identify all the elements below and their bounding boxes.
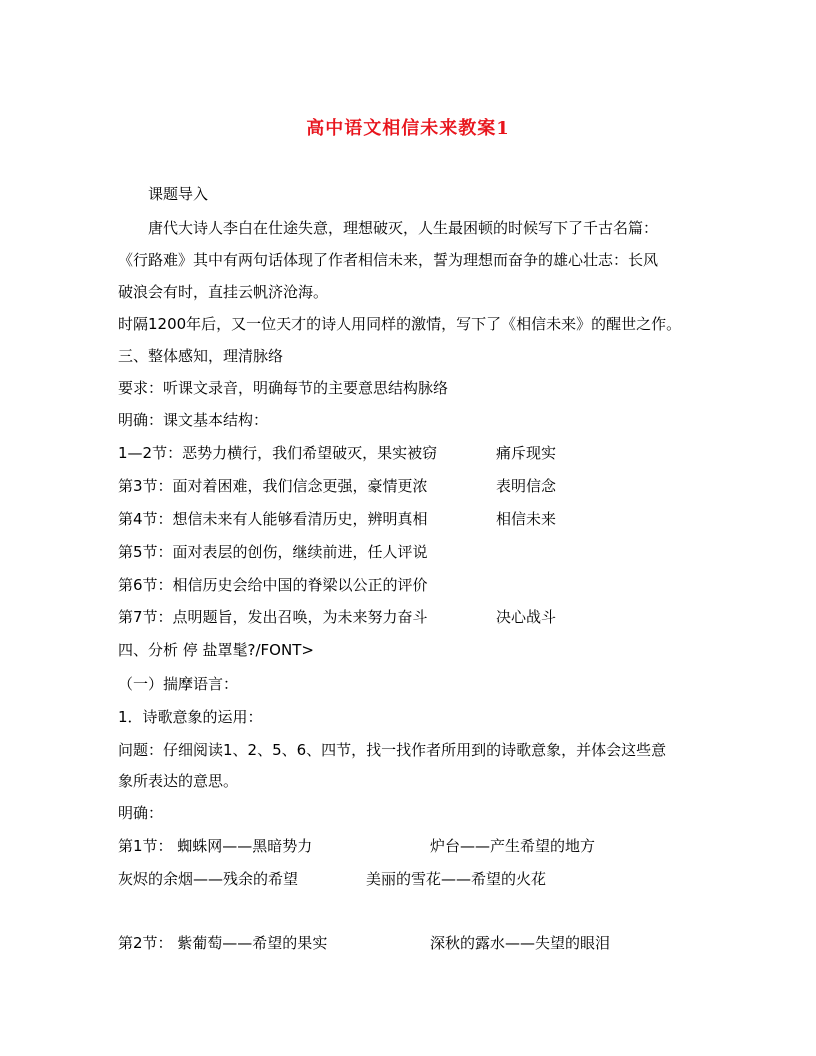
section4-item1: 1．诗歌意象的运用： — [118, 708, 263, 726]
section4-sub1: （一）揣摩语言： — [118, 675, 239, 693]
structure-text: 第3节：面对着困难，我们信念更强，豪情更浓 — [118, 477, 428, 495]
imagery-left: 第1节： 蜘蛛网——黑暗势力 — [118, 837, 313, 855]
structure-row — [118, 509, 428, 529]
structure-note: 决心战斗 — [496, 608, 557, 626]
section4-heading: 四、分析 停 盐罩髦?/FONT> — [118, 641, 314, 659]
imagery-left: 第2节： 紫葡萄——希望的果实 — [118, 934, 328, 952]
document-title: 高中语文相信未来教案1 — [306, 118, 510, 139]
structure-row — [118, 575, 428, 595]
intro-heading: 课题导入 — [148, 185, 209, 203]
structure-text: 第5节：面对表层的创伤，继续前进，任人评说 — [118, 543, 428, 561]
structure-text: 第4节：想信未来有人能够看清历史，辨明真相 — [118, 510, 428, 528]
section3-heading: 三、整体感知，理清脉络 — [118, 347, 284, 365]
section4-question-line2: 象所表达的意思。 — [118, 772, 239, 790]
intro-line-4: 时隔1200年后，又一位天才的诗人用同样的激情，写下了《相信未来》的醒世之作。 — [118, 315, 682, 333]
section4-clarify: 明确： — [118, 804, 164, 822]
intro-line-2: 《行路难》其中有两句话体现了作者相信未来，誓为理想而奋争的雄心壮志：长风 — [118, 251, 659, 269]
structure-row — [118, 542, 428, 562]
section3-requirement: 要求：听课文录音，明确每节的主要意思结构脉络 — [118, 379, 449, 397]
imagery-left: 灰烬的余烟——残余的希望 — [118, 870, 299, 888]
structure-note: 表明信念 — [496, 477, 557, 495]
section3-clarify: 明确：课文基本结构： — [118, 411, 269, 429]
structure-row — [118, 607, 428, 627]
imagery-right: 深秋的露水——失望的眼泪 — [430, 934, 611, 952]
imagery-right: 炉台——产生希望的地方 — [430, 837, 596, 855]
intro-line-1: 唐代大诗人李白在仕途失意，理想破灭，人生最困顿的时候写下了千古名篇： — [148, 219, 659, 237]
structure-text: 第6节：相信历史会给中国的脊梁以公正的评价 — [118, 576, 428, 594]
structure-row — [118, 476, 428, 496]
intro-line-3: 破浪会有时，直挂云帆济沧海。 — [118, 283, 329, 301]
imagery-right: 美丽的雪花——希望的火花 — [366, 870, 547, 888]
structure-text: 第7节：点明题旨，发出召唤，为未来努力奋斗 — [118, 608, 428, 626]
structure-row — [118, 443, 437, 463]
structure-text: 1—2节：恶势力横行，我们希望破灭，果实被窃 — [118, 444, 438, 462]
section4-question-line1: 问题：仔细阅读1、2、5、6、四节，找一找作者所用到的诗歌意象，并体会这些意 — [118, 741, 667, 759]
structure-note: 相信未来 — [496, 510, 557, 528]
structure-note: 痛斥现实 — [496, 444, 557, 462]
